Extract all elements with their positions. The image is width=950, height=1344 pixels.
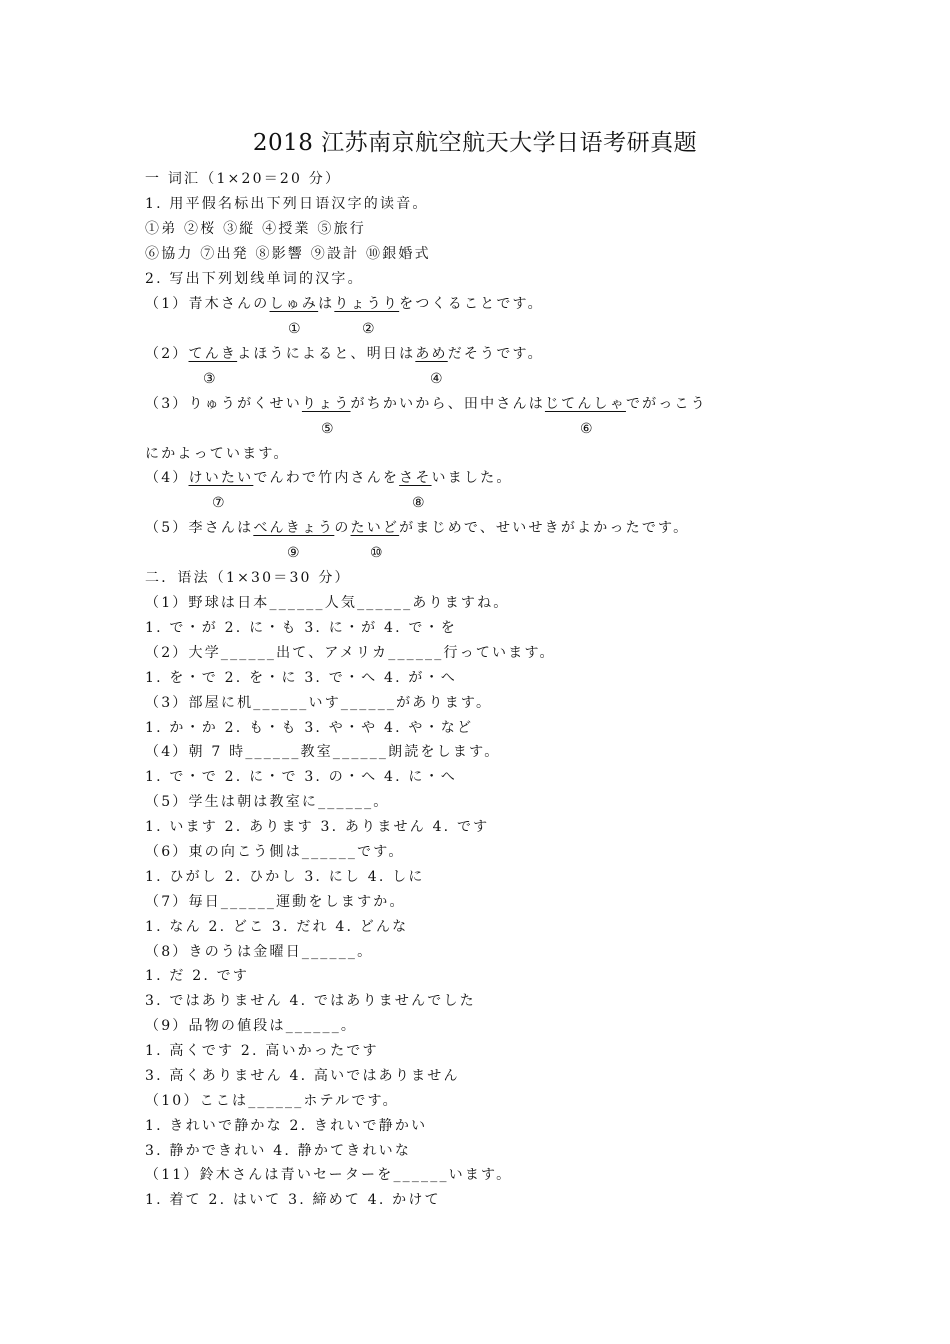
underlined-word-3: てんき xyxy=(188,346,238,362)
grammar-line: 1. 高くです 2. 高いかったです xyxy=(145,1043,379,1059)
grammar-line: （8）きのうは金曜日______。 xyxy=(145,944,374,960)
marker-6: ⑥ xyxy=(580,421,593,437)
sentence-4: （4）けいたいでんわで竹内さんをさそいました。 xyxy=(145,470,513,486)
grammar-line: （3）部屋に机______いす______があります。 xyxy=(145,695,493,711)
kanji-reading-row-1: ①弟 ②桜 ③縦 ④授業 ⑤旅行 xyxy=(145,221,366,237)
marker-5: ⑤ xyxy=(321,421,334,437)
marker-8: ⑧ xyxy=(412,495,425,511)
sentence-1: （1）青木さんのしゅみはりょうりをつくることです。 xyxy=(145,296,544,312)
grammar-line: 1. います 2. あります 3. ありません 4. です xyxy=(145,819,490,835)
grammar-line: （4）朝 7 時______教室______朗読をします。 xyxy=(145,744,501,760)
marker-10: ⑩ xyxy=(370,545,383,561)
underlined-word-9: べんきょう xyxy=(253,520,335,536)
marker-9: ⑨ xyxy=(287,545,300,561)
vocab-question-1: 1. 用平假名标出下列日语汉字的读音。 xyxy=(145,196,429,212)
grammar-line: 1. か・か 2. も・も 3. や・や 4. や・など xyxy=(145,720,474,736)
sentence-5: （5）李さんはべんきょうのたいどがまじめで、せいせきがよかったです。 xyxy=(145,520,690,536)
kanji-reading-row-2: ⑥協力 ⑦出発 ⑧影響 ⑨設計 ⑩銀婚式 xyxy=(145,246,431,262)
grammar-line: （7）毎日______運動をしますか。 xyxy=(145,894,406,910)
underlined-word-4: あめ xyxy=(415,346,448,362)
grammar-line: 3. 高くありません 4. 高いではありません xyxy=(145,1068,460,1084)
grammar-line: 1. 着て 2. はいて 3. 締めて 4. かけて xyxy=(145,1192,441,1208)
page-title: 2018 江苏南京航空航天大学日语考研真题 xyxy=(252,130,698,156)
grammar-line: （1）野球は日本______人気______ありますね。 xyxy=(145,595,510,611)
marker-7: ⑦ xyxy=(212,495,225,511)
grammar-line: （2）大学______出て、アメリカ______行っています。 xyxy=(145,645,556,661)
grammar-line: 1. ひがし 2. ひかし 3. にし 4. しに xyxy=(145,869,425,885)
underlined-word-8: さそ xyxy=(399,470,432,486)
vocab-question-2: 2. 写出下列划线单词的汉字。 xyxy=(145,271,364,287)
grammar-line: （11）鈴木さんは青いセーターを______います。 xyxy=(145,1167,513,1183)
grammar-line: （9）品物の値段は______。 xyxy=(145,1018,358,1034)
grammar-line: 1. で・が 2. に・も 3. に・が 4. で・を xyxy=(145,620,457,636)
marker-2: ② xyxy=(362,321,375,337)
marker-1: ① xyxy=(288,321,301,337)
underlined-word-5: りょう xyxy=(301,396,351,412)
underlined-word-6: じてんしゃ xyxy=(544,396,626,412)
section-2-header: 二．语法（1×30＝30 分） xyxy=(145,570,351,586)
grammar-line: （10）ここは______ホテルです。 xyxy=(145,1093,399,1109)
sentence-2: （2）てんきよほうによると、明日はあめだそうです。 xyxy=(145,346,544,362)
grammar-line: （6）東の向こう側は______です。 xyxy=(145,844,405,860)
grammar-line: 3. 静かできれい 4. 静かてきれいな xyxy=(145,1143,412,1159)
grammar-line: 1. だ 2. です xyxy=(145,968,250,984)
sentence-3: （3）りゅうがくせいりょうがちかいから、田中さんはじてんしゃでがっこう xyxy=(145,396,707,412)
marker-3: ③ xyxy=(203,371,216,387)
underlined-word-1: しゅみ xyxy=(269,296,319,312)
underlined-word-10: たいど xyxy=(350,520,400,536)
marker-4: ④ xyxy=(430,371,443,387)
grammar-line: 1. きれいで静かな 2. きれいで静かい xyxy=(145,1118,428,1134)
grammar-line: 1. なん 2. どこ 3. だれ 4. どんな xyxy=(145,919,409,935)
grammar-line: 3. ではありません 4. ではありませんでした xyxy=(145,993,476,1009)
sentence-3-continued: にかよっています。 xyxy=(145,446,290,462)
grammar-line: 1. を・で 2. を・に 3. で・へ 4. が・へ xyxy=(145,670,457,686)
underlined-word-7: けいたい xyxy=(188,470,254,486)
section-1-header: 一 词汇（1×20＝20 分） xyxy=(145,171,342,187)
underlined-word-2: りょうり xyxy=(334,296,400,312)
grammar-line: 1. で・で 2. に・で 3. の・へ 4. に・へ xyxy=(145,769,457,785)
grammar-line: （5）学生は朝は教室に______。 xyxy=(145,794,390,810)
